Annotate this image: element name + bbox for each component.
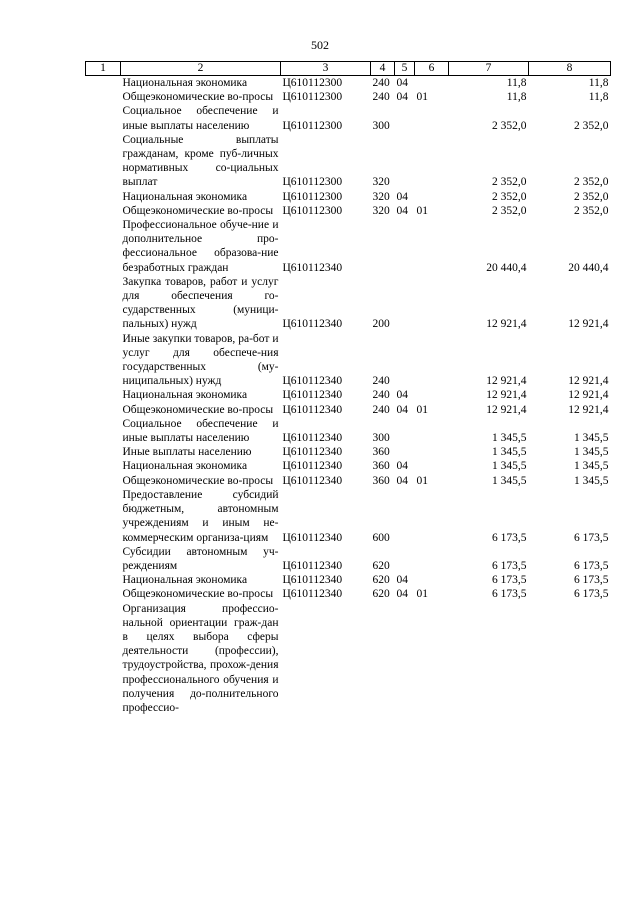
column-numbers-header	[86, 62, 611, 76]
column-number: 4	[371, 62, 395, 76]
expense-type-code: 620	[372, 559, 390, 572]
expense-type-code: 360	[372, 446, 390, 459]
target-code: Ц610112340	[282, 531, 343, 544]
section-code: 04	[396, 77, 408, 89]
expense-name: Иные закупки товаров, ра-бот и услуг для обеспече-ния государственных (му-ниципальных) нужд	[122, 332, 279, 388]
expense-type-code: 240	[372, 91, 390, 104]
amount-col-7: 12 921,4	[486, 318, 527, 331]
table-row	[86, 545, 611, 573]
table-row	[86, 332, 611, 389]
section-code	[395, 332, 415, 389]
row-col-1	[86, 587, 121, 601]
expense-type-code	[371, 218, 395, 275]
table-row	[86, 76, 611, 91]
section-code	[395, 104, 415, 132]
target-code: Ц610112300	[282, 77, 343, 89]
row-col-1	[86, 602, 121, 716]
expense-type-code: 360	[372, 460, 390, 473]
subsection-code	[415, 459, 449, 473]
amount-col-8: 1 345,5	[574, 460, 609, 473]
expense-name: Национальная экономика	[122, 460, 248, 473]
amount-col-8: 2 352,0	[574, 204, 609, 217]
target-code: Ц610112340	[282, 261, 343, 274]
amount-col-7: 11,8	[506, 77, 527, 89]
target-code: Ц610112340	[282, 474, 343, 487]
table-row	[86, 275, 611, 332]
expense-name: Национальная экономика	[122, 190, 248, 203]
amount-col-8: 2 352,0	[574, 176, 609, 189]
amount-col-8: 6 173,5	[574, 588, 609, 601]
expense-type-code: 620	[372, 588, 390, 601]
table-row	[86, 388, 611, 402]
amount-col-8: 11,8	[588, 91, 609, 104]
amount-col-7	[449, 602, 529, 716]
table-row	[86, 204, 611, 218]
subsection-code	[415, 417, 449, 445]
target-code: Ц610112340	[282, 432, 343, 445]
table-row	[86, 445, 611, 459]
table-row	[86, 488, 611, 545]
expense-name: Социальное обеспечение и иные выплаты населению	[122, 417, 279, 445]
row-col-1	[86, 90, 121, 104]
amount-col-7: 12 921,4	[486, 375, 527, 388]
amount-col-8: 1 345,5	[574, 446, 609, 459]
target-code: Ц610112300	[282, 204, 343, 217]
table-row	[86, 190, 611, 204]
expense-name: Национальная экономика	[122, 77, 248, 89]
column-number: 7	[449, 62, 529, 76]
amount-col-7: 2 352,0	[492, 119, 527, 132]
expense-name: Национальная экономика	[122, 574, 248, 587]
subsection-code	[415, 488, 449, 545]
row-col-1	[86, 474, 121, 488]
subsection-code: 01	[416, 91, 428, 104]
amount-col-8: 12 921,4	[568, 389, 609, 402]
subsection-code	[415, 573, 449, 587]
amount-col-8: 2 352,0	[574, 190, 609, 203]
target-code	[281, 602, 371, 716]
section-code: 04	[396, 91, 408, 104]
expense-name: Социальное обеспечение и иные выплаты населению	[122, 105, 279, 132]
amount-col-7: 6 173,5	[492, 574, 527, 587]
target-code: Ц610112340	[282, 460, 343, 473]
page-number: 502	[311, 38, 329, 52]
subsection-code: 01	[416, 204, 428, 217]
subsection-code: 01	[416, 403, 428, 416]
expense-type-code: 200	[372, 318, 390, 331]
target-code: Ц610112300	[282, 176, 343, 189]
expense-type-code: 240	[372, 77, 390, 89]
target-code: Ц610112340	[282, 574, 343, 587]
amount-col-8: 12 921,4	[568, 403, 609, 416]
expense-name: Субсидии автономным уч-реждениям	[122, 545, 279, 572]
section-code	[395, 488, 415, 545]
subsection-code	[415, 76, 449, 91]
expense-type-code: 300	[372, 119, 390, 132]
subsection-code	[415, 218, 449, 275]
section-code	[395, 218, 415, 275]
amount-col-7: 2 352,0	[492, 190, 527, 203]
expense-name: Общеэкономические во-просы	[122, 403, 274, 416]
table-row	[86, 602, 611, 716]
amount-col-7: 1 345,5	[492, 432, 527, 445]
subsection-code	[415, 545, 449, 573]
target-code: Ц610112300	[282, 91, 343, 104]
table-row	[86, 474, 611, 488]
row-col-1	[86, 545, 121, 573]
budget-table	[85, 61, 611, 715]
expense-name: Общеэкономические во-просы	[122, 204, 274, 217]
section-code	[395, 275, 415, 332]
section-code	[395, 133, 415, 190]
subsection-code	[415, 275, 449, 332]
section-code	[395, 602, 415, 716]
expense-type-code: 360	[372, 474, 390, 487]
table-row	[86, 403, 611, 417]
amount-col-8: 12 921,4	[568, 375, 609, 388]
row-col-1	[86, 204, 121, 218]
amount-col-7: 12 921,4	[486, 389, 527, 402]
table-row	[86, 587, 611, 601]
amount-col-7: 2 352,0	[492, 176, 527, 189]
subsection-code: 01	[416, 588, 428, 601]
target-code: Ц610112300	[282, 119, 343, 132]
expense-name: Профессиональное обуче-ние и дополнительное про-фессиональное образова-ние безработных граждан	[122, 219, 279, 274]
expense-name: Национальная экономика	[122, 389, 248, 402]
amount-col-8: 6 173,5	[574, 531, 609, 544]
subsection-code	[415, 602, 449, 716]
row-col-1	[86, 76, 121, 91]
expense-type-code: 620	[372, 574, 390, 587]
expense-type-code: 320	[372, 204, 390, 217]
table-row	[86, 104, 611, 132]
target-code: Ц610112340	[282, 318, 343, 331]
expense-name: Общеэкономические во-просы	[122, 91, 274, 104]
expense-type-code: 240	[372, 375, 390, 388]
row-col-1	[86, 275, 121, 332]
section-code: 04	[396, 389, 408, 402]
section-code	[395, 417, 415, 445]
column-number: 6	[415, 62, 449, 76]
amount-col-8: 6 173,5	[574, 559, 609, 572]
column-number: 3	[281, 62, 371, 76]
target-code: Ц610112340	[282, 389, 343, 402]
row-col-1	[86, 133, 121, 190]
row-col-1	[86, 218, 121, 275]
section-code: 04	[396, 460, 408, 473]
row-col-1	[86, 417, 121, 445]
row-col-1	[86, 488, 121, 545]
amount-col-7: 12 921,4	[486, 403, 527, 416]
section-code: 04	[396, 588, 408, 601]
row-col-1	[86, 388, 121, 402]
column-number: 5	[395, 62, 415, 76]
row-col-1	[86, 332, 121, 389]
subsection-code	[415, 104, 449, 132]
amount-col-7: 1 345,5	[492, 460, 527, 473]
expense-name: Организация профессио-нальной ориентации граж-дан в целях выбора сферы деятельности (профессии), трудоустройства, прохож-дения профессионального обучения и получения до-полнительного профессио-	[122, 602, 279, 714]
row-col-1	[86, 459, 121, 473]
row-col-1	[86, 104, 121, 132]
expense-name: Социальные выплаты гражданам, кроме пуб-личных нормативных со-циальных выплат	[122, 133, 279, 189]
table-row	[86, 90, 611, 104]
subsection-code: 01	[416, 474, 428, 487]
table-row	[86, 218, 611, 275]
expense-name: Общеэкономические во-просы	[122, 474, 274, 487]
expense-type-code: 240	[372, 403, 390, 416]
row-col-1	[86, 573, 121, 587]
table-row	[86, 133, 611, 190]
row-col-1	[86, 190, 121, 204]
section-code: 04	[396, 190, 408, 203]
target-code: Ц610112340	[282, 375, 343, 388]
amount-col-8: 12 921,4	[568, 318, 609, 331]
target-code: Ц610112340	[282, 588, 343, 601]
expense-type-code: 600	[372, 531, 390, 544]
target-code: Ц610112300	[282, 190, 343, 203]
section-code: 04	[396, 474, 408, 487]
expense-type-code	[371, 602, 395, 716]
expense-type-code: 320	[372, 176, 390, 189]
amount-col-8: 20 440,4	[568, 261, 609, 274]
amount-col-7: 20 440,4	[486, 261, 527, 274]
expense-name: Закупка товаров, работ и услуг для обеспечения го-сударственных (муници-пальных) нужд	[122, 275, 279, 331]
column-number: 8	[529, 62, 611, 76]
target-code: Ц610112340	[282, 559, 343, 572]
subsection-code	[415, 190, 449, 204]
amount-col-7: 1 345,5	[492, 474, 527, 487]
subsection-code	[415, 332, 449, 389]
table-row	[86, 573, 611, 587]
row-col-1	[86, 403, 121, 417]
section-code: 04	[396, 403, 408, 416]
amount-col-7: 11,8	[506, 91, 527, 104]
subsection-code	[415, 133, 449, 190]
expense-name: Иные выплаты населению	[122, 446, 252, 459]
expense-type-code: 240	[372, 389, 390, 402]
section-code: 04	[396, 204, 408, 217]
amount-col-8: 1 345,5	[574, 432, 609, 445]
amount-col-7: 6 173,5	[492, 588, 527, 601]
amount-col-7: 6 173,5	[492, 559, 527, 572]
table-row	[86, 459, 611, 473]
column-number: 1	[86, 62, 121, 76]
expense-name: Общеэкономические во-просы	[122, 588, 274, 601]
section-code	[395, 545, 415, 573]
target-code: Ц610112340	[282, 403, 343, 416]
target-code: Ц610112340	[282, 446, 343, 459]
amount-col-7: 2 352,0	[492, 204, 527, 217]
amount-col-7: 1 345,5	[492, 446, 527, 459]
table-row	[86, 417, 611, 445]
subsection-code	[415, 445, 449, 459]
section-code	[395, 445, 415, 459]
amount-col-7: 6 173,5	[492, 531, 527, 544]
amount-col-8: 1 345,5	[574, 474, 609, 487]
column-number: 2	[121, 62, 281, 76]
expense-name: Предоставление субсидий бюджетным, автономным учреждениям и иным не-коммерческим организа-циям	[122, 488, 279, 544]
table-body	[86, 76, 611, 716]
amount-col-8: 11,8	[588, 77, 609, 89]
amount-col-8	[529, 602, 611, 716]
expense-type-code: 320	[372, 190, 390, 203]
amount-col-8: 6 173,5	[574, 574, 609, 587]
expense-type-code: 300	[372, 432, 390, 445]
amount-col-8: 2 352,0	[574, 119, 609, 132]
subsection-code	[415, 388, 449, 402]
row-col-1	[86, 445, 121, 459]
section-code: 04	[396, 574, 408, 587]
